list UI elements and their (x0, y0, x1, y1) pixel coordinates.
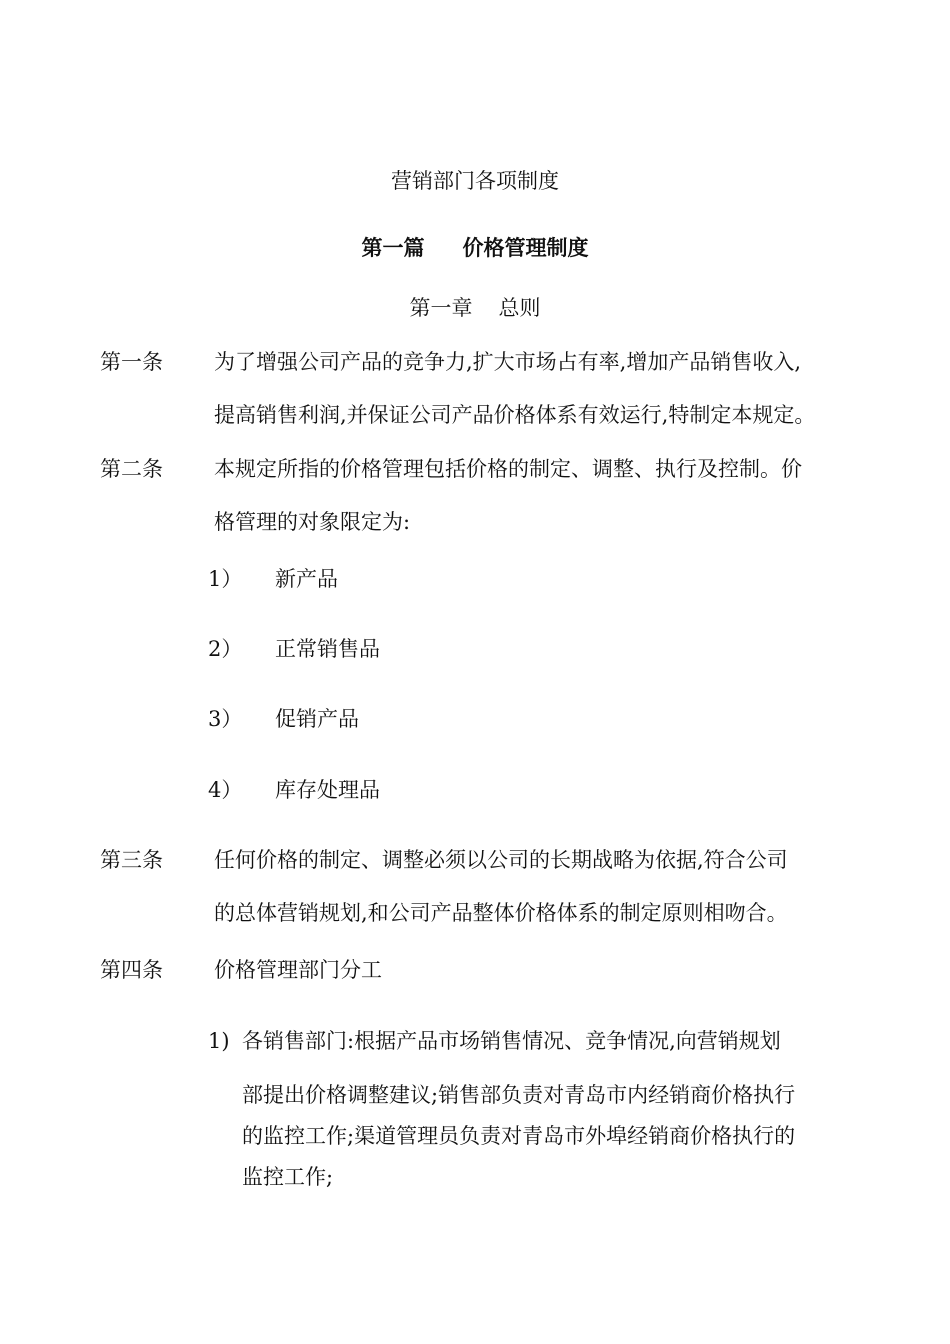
list-item-number: 3） (208, 707, 243, 731)
article-line: 的总体营销规划,和公司产品整体价格体系的制定原则相吻合。 (214, 901, 788, 925)
sub-item-line: 的监控工作;渠道管理员负责对青岛市外埠经销商价格执行的 (242, 1124, 796, 1148)
part-number: 第一篇 (361, 236, 425, 260)
sub-item-line: 各销售部门:根据产品市场销售情况、竞争情况,向营销规划 (242, 1029, 781, 1053)
part-title (0, 235, 950, 261)
article-line: 本规定所指的价格管理包括价格的制定、调整、执行及控制。价 (214, 457, 802, 481)
article-label: 第四条 (100, 958, 163, 982)
sub-item-line: 部提出价格调整建议;销售部负责对青岛市内经销商价格执行 (242, 1083, 796, 1107)
chapter-name: 总则 (498, 296, 541, 320)
article-line: 为了增强公司产品的竞争力,扩大市场占有率,增加产品销售收入, (214, 350, 802, 374)
sub-item-line: 监控工作; (242, 1165, 334, 1189)
article-label: 第二条 (100, 457, 163, 481)
article-label: 第三条 (100, 848, 163, 872)
list-item: 促销产品 (275, 707, 359, 731)
chapter-number: 第一章 (409, 296, 473, 320)
list-item-number: 4） (208, 778, 243, 802)
article-line: 任何价格的制定、调整必须以公司的长期战略为依据,符合公司 (214, 848, 788, 872)
list-item-number: 2） (208, 637, 243, 661)
sub-item-number: 1) (208, 1029, 230, 1053)
list-item: 库存处理品 (275, 778, 380, 802)
list-item: 新产品 (275, 567, 338, 591)
document-title: 营销部门各项制度 (391, 169, 559, 193)
list-item: 正常销售品 (275, 637, 380, 661)
part-name: 价格管理制度 (462, 236, 589, 260)
article-line: 提高销售利润,并保证公司产品价格体系有效运行,特制定本规定。 (214, 403, 816, 427)
article-label: 第一条 (100, 350, 163, 374)
article-line: 价格管理部门分工 (214, 958, 382, 982)
list-item-number: 1） (208, 567, 243, 591)
article-line: 格管理的对象限定为: (214, 510, 411, 534)
chapter-title (0, 295, 950, 321)
